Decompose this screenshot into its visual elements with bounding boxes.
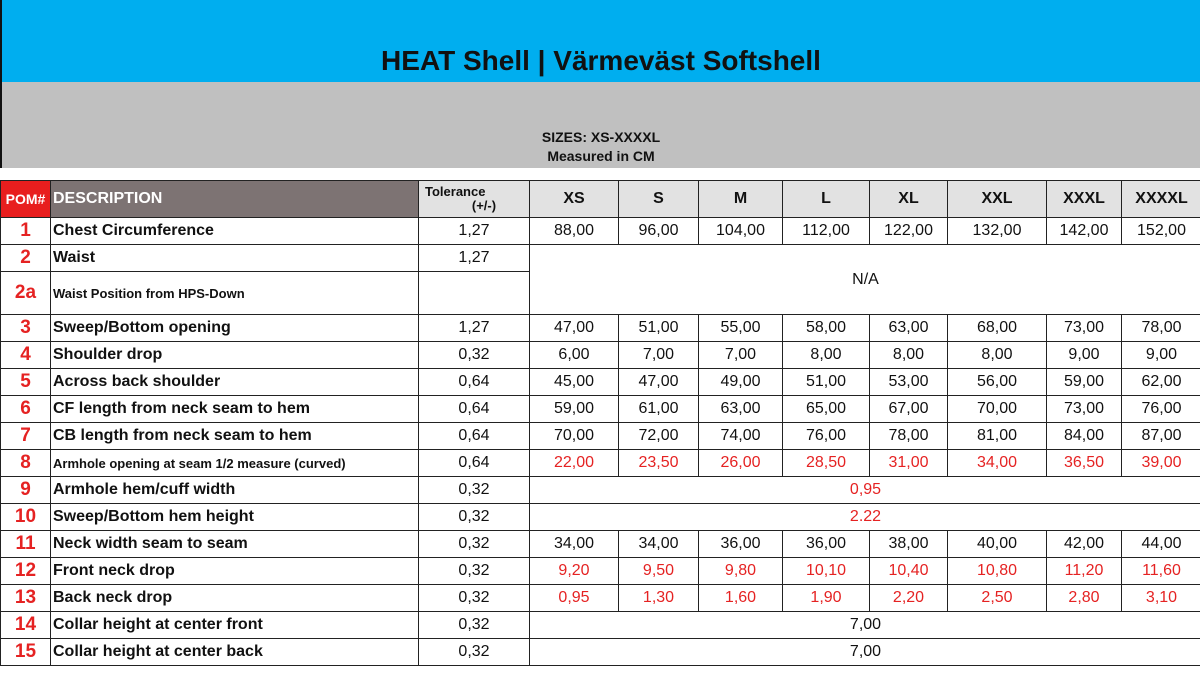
value-cell: 73,00 — [1047, 315, 1122, 342]
row-tolerance: 0,32 — [419, 504, 530, 531]
pom-number: 11 — [1, 531, 51, 558]
pom-number: 2a — [1, 272, 51, 315]
value-cell: 42,00 — [1047, 531, 1122, 558]
table-row — [1, 396, 1200, 423]
value-cell: 68,00 — [948, 315, 1047, 342]
header-size-xxxxl: XXXXL — [1122, 181, 1200, 218]
value-cell: 11,20 — [1047, 558, 1122, 585]
row-description: Back neck drop — [51, 585, 419, 612]
value-cell: 70,00 — [530, 423, 619, 450]
value-cell: 65,00 — [783, 396, 870, 423]
pom-number: 3 — [1, 315, 51, 342]
header-tolerance — [419, 181, 530, 218]
value-cell: 122,00 — [870, 218, 948, 245]
row-tolerance: 0,64 — [419, 423, 530, 450]
value-cell: 2,80 — [1047, 585, 1122, 612]
value-cell: 9,20 — [530, 558, 619, 585]
value-cell: 55,00 — [699, 315, 783, 342]
value-cell: 34,00 — [619, 531, 699, 558]
value-cell: 61,00 — [619, 396, 699, 423]
value-cell: 26,00 — [699, 450, 783, 477]
row-tolerance — [419, 272, 530, 315]
value-cell: 36,00 — [783, 531, 870, 558]
row-tolerance: 0,64 — [419, 450, 530, 477]
value-cell: 28,50 — [783, 450, 870, 477]
table-row — [1, 369, 1200, 396]
value-cell: 76,00 — [783, 423, 870, 450]
value-cell: 58,00 — [783, 315, 870, 342]
value-cell: 2,50 — [948, 585, 1047, 612]
value-cell: 44,00 — [1122, 531, 1200, 558]
row-description: Shoulder drop — [51, 342, 419, 369]
value-cell: 87,00 — [1122, 423, 1200, 450]
value-cell: 53,00 — [870, 369, 948, 396]
header-size-xxl: XXL — [948, 181, 1047, 218]
value-cell: 51,00 — [783, 369, 870, 396]
value-cell: 56,00 — [948, 369, 1047, 396]
row-description: CF length from neck seam to hem — [51, 396, 419, 423]
pom-number: 12 — [1, 558, 51, 585]
pom-number: 15 — [1, 639, 51, 666]
value-cell: 88,00 — [530, 218, 619, 245]
pom-number: 9 — [1, 477, 51, 504]
table-row — [1, 531, 1200, 558]
value-cell: 9,00 — [1122, 342, 1200, 369]
row-tolerance: 0,32 — [419, 477, 530, 504]
value-cell: 10,10 — [783, 558, 870, 585]
value-cell: 31,00 — [870, 450, 948, 477]
value-cell: 1,30 — [619, 585, 699, 612]
header-size-l: L — [783, 181, 870, 218]
row-tolerance: 0,64 — [419, 396, 530, 423]
value-cell: 10,40 — [870, 558, 948, 585]
value-cell: 63,00 — [870, 315, 948, 342]
value-cell: 40,00 — [948, 531, 1047, 558]
info-band — [0, 82, 1200, 168]
value-cell: 63,00 — [699, 396, 783, 423]
value-cell: 104,00 — [699, 218, 783, 245]
value-cell: 1,60 — [699, 585, 783, 612]
header-size-xs: XS — [530, 181, 619, 218]
value-cell: 81,00 — [948, 423, 1047, 450]
header-pom: POM# — [1, 181, 51, 218]
value-cell: 78,00 — [1122, 315, 1200, 342]
value-cell: 62,00 — [1122, 369, 1200, 396]
pom-number: 13 — [1, 585, 51, 612]
row-description: Waist — [51, 245, 419, 272]
value-cell: 72,00 — [619, 423, 699, 450]
value-cell: 34,00 — [948, 450, 1047, 477]
row-description: Chest Circumference — [51, 218, 419, 245]
value-cell: 8,00 — [948, 342, 1047, 369]
value-cell: 38,00 — [870, 531, 948, 558]
value-cell: 10,80 — [948, 558, 1047, 585]
value-cell: 9,50 — [619, 558, 699, 585]
value-cell: 67,00 — [870, 396, 948, 423]
row-description: Across back shoulder — [51, 369, 419, 396]
row-description: Armhole hem/cuff width — [51, 477, 419, 504]
value-cell: 8,00 — [783, 342, 870, 369]
table-row — [1, 558, 1200, 585]
value-cell: 1,90 — [783, 585, 870, 612]
value-cell: 51,00 — [619, 315, 699, 342]
value-cell: 9,80 — [699, 558, 783, 585]
pom-number: 7 — [1, 423, 51, 450]
value-cell: 59,00 — [530, 396, 619, 423]
value-cell: 7,00 — [699, 342, 783, 369]
pom-number: 6 — [1, 396, 51, 423]
header-size-s: S — [619, 181, 699, 218]
value-cell: 76,00 — [1122, 396, 1200, 423]
sizes-label: SIZES: XS-XXXXL — [541, 129, 661, 145]
merged-value-cell: 7,00 — [530, 639, 1200, 666]
table-row — [1, 612, 1200, 639]
value-cell: 39,00 — [1122, 450, 1200, 477]
value-cell: 3,10 — [1122, 585, 1200, 612]
table-row — [1, 423, 1200, 450]
table-row — [1, 245, 1200, 272]
header-size-m: M — [699, 181, 783, 218]
value-cell: 70,00 — [948, 396, 1047, 423]
value-cell: 142,00 — [1047, 218, 1122, 245]
merged-value-cell: 2.22 — [530, 504, 1200, 531]
table-row — [1, 315, 1200, 342]
row-tolerance: 1,27 — [419, 218, 530, 245]
value-cell: 36,50 — [1047, 450, 1122, 477]
value-cell: 11,60 — [1122, 558, 1200, 585]
table-row — [1, 477, 1200, 504]
row-tolerance: 0,32 — [419, 531, 530, 558]
pom-number: 14 — [1, 612, 51, 639]
value-cell: 47,00 — [530, 315, 619, 342]
header-tolerance-line2: (+/-) — [471, 198, 497, 213]
value-cell: 23,50 — [619, 450, 699, 477]
page-title: HEAT Shell | Värmeväst Softshell — [381, 45, 821, 76]
row-description: Neck width seam to seam — [51, 531, 419, 558]
row-description: Armhole opening at seam 1/2 measure (curved) — [51, 450, 419, 477]
value-cell: 47,00 — [619, 369, 699, 396]
value-cell: 36,00 — [699, 531, 783, 558]
row-description: Front neck drop — [51, 558, 419, 585]
pom-number: 1 — [1, 218, 51, 245]
merged-value-cell: 0,95 — [530, 477, 1200, 504]
table-row — [1, 218, 1200, 245]
title-band — [0, 0, 1200, 82]
pom-number: 2 — [1, 245, 51, 272]
value-cell: 96,00 — [619, 218, 699, 245]
value-cell: 45,00 — [530, 369, 619, 396]
value-cell: 0,95 — [530, 585, 619, 612]
row-description: Waist Position from HPS-Down — [51, 272, 419, 315]
value-cell: 112,00 — [783, 218, 870, 245]
row-description: Collar height at center back — [51, 639, 419, 666]
table-row — [1, 504, 1200, 531]
row-tolerance: 0,32 — [419, 558, 530, 585]
value-cell: 22,00 — [530, 450, 619, 477]
value-cell: 6,00 — [530, 342, 619, 369]
pom-number: 5 — [1, 369, 51, 396]
merged-value-cell: 7,00 — [530, 612, 1200, 639]
header-tolerance-line1: Tolerance — [425, 184, 486, 199]
spec-table — [0, 180, 1200, 666]
table-row — [1, 639, 1200, 666]
value-cell: 74,00 — [699, 423, 783, 450]
value-cell: 8,00 — [870, 342, 948, 369]
pom-number: 10 — [1, 504, 51, 531]
row-description: CB length from neck seam to hem — [51, 423, 419, 450]
value-cell: 78,00 — [870, 423, 948, 450]
value-cell: 2,20 — [870, 585, 948, 612]
row-tolerance: 0,32 — [419, 639, 530, 666]
row-tolerance: 1,27 — [419, 245, 530, 272]
row-description: Collar height at center front — [51, 612, 419, 639]
table-row — [1, 450, 1200, 477]
value-cell: 59,00 — [1047, 369, 1122, 396]
table-row — [1, 585, 1200, 612]
header-size-xl: XL — [870, 181, 948, 218]
row-description: Sweep/Bottom hem height — [51, 504, 419, 531]
pom-number: 4 — [1, 342, 51, 369]
value-cell: 9,00 — [1047, 342, 1122, 369]
value-cell: 34,00 — [530, 531, 619, 558]
header-row — [1, 181, 1200, 218]
value-cell: 152,00 — [1122, 218, 1200, 245]
na-cell: N/A — [530, 245, 1200, 315]
value-cell: 84,00 — [1047, 423, 1122, 450]
value-cell: 73,00 — [1047, 396, 1122, 423]
row-tolerance: 0,64 — [419, 369, 530, 396]
row-tolerance: 0,32 — [419, 342, 530, 369]
measured-label: Measured in CM — [547, 148, 655, 164]
row-tolerance: 0,32 — [419, 612, 530, 639]
value-cell: 132,00 — [948, 218, 1047, 245]
row-description: Sweep/Bottom opening — [51, 315, 419, 342]
row-tolerance: 1,27 — [419, 315, 530, 342]
table-row — [1, 342, 1200, 369]
value-cell: 7,00 — [619, 342, 699, 369]
header-description: DESCRIPTION — [51, 181, 419, 218]
pom-number: 8 — [1, 450, 51, 477]
header-size-xxxl: XXXL — [1047, 181, 1122, 218]
row-tolerance: 0,32 — [419, 585, 530, 612]
value-cell: 49,00 — [699, 369, 783, 396]
